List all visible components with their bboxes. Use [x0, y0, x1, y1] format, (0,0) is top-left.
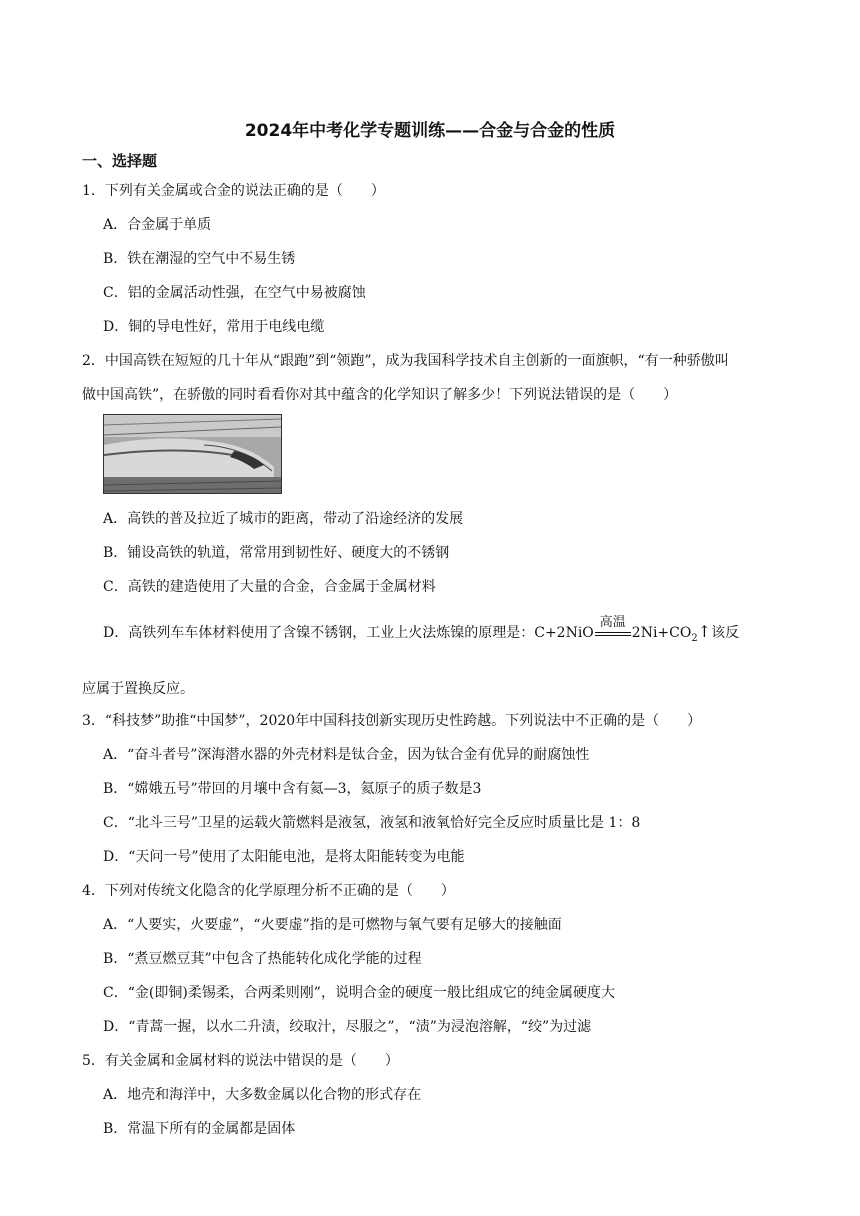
reaction-condition-label: 高温	[599, 615, 626, 631]
question-2-option-d-continued: 应属于置换反应。	[82, 681, 194, 697]
gas-arrow-icon: ↑	[697, 622, 712, 642]
question-1-option-d[interactable]: D．铜的导电性好，常用于电线电缆	[103, 319, 325, 335]
nickel-smelting-equation	[534, 615, 712, 644]
question-3-option-b[interactable]: B．“嫦娥五号”带回的月壤中含有氦—3，氦原子的质子数是3	[103, 781, 482, 797]
question-2-stem-line1: 2．中国高铁在短短的几十年从“跟跑”到“领跑”，成为我国科学技术自主创新的一面旗帜，“有一种骄傲叫	[82, 353, 729, 369]
equation-products: 2Ni+CO	[631, 625, 692, 642]
question-1-option-c[interactable]: C．铝的金属活动性强，在空气中易被腐蚀	[103, 285, 366, 301]
question-3-option-c[interactable]: C．“北斗三号”卫星的运载火箭燃料是液氢，液氢和液氧恰好完全反应时质量比是 1：8	[103, 815, 641, 831]
question-4-stem: 4．下列对传统文化隐含的化学原理分析不正确的是（ ）	[82, 883, 455, 899]
question-4-option-c[interactable]: C．“金(即铜)柔锡柔，合两柔则刚”，说明合金的硬度一般比组成它的纯金属硬度大	[103, 985, 615, 1001]
question-2-option-d[interactable]	[103, 615, 740, 644]
question-3-option-d[interactable]: D．“天问一号”使用了太阳能电池，是将太阳能转变为电能	[103, 849, 465, 865]
question-3-stem: 3．“科技梦”助推“中国梦”，2020年中国科技创新实现历史性跨越。下列说法中不正确的是（ ）	[82, 713, 702, 729]
page-title: 2024年中考化学专题训练——合金与合金的性质	[244, 121, 616, 141]
question-5-option-b[interactable]: B．常温下所有的金属都是固体	[103, 1121, 296, 1137]
question-4-option-a[interactable]: A．“人要实，火要虚”，“火要虚”指的是可燃物与氧气要有足够大的接触面	[103, 917, 562, 933]
question-2-option-d-text: D．高铁列车车体材料使用了含镍不锈钢，工业上火法炼镍的原理是：	[103, 625, 535, 641]
question-3-option-a[interactable]: A．“奋斗者号”深海潜水器的外壳材料是钛合金，因为钛合金有优异的耐腐蚀性	[103, 747, 590, 763]
equation-condition	[595, 615, 631, 643]
question-2-option-d-suffix: 该反	[711, 625, 740, 641]
equation-subscript: 2	[691, 632, 698, 644]
question-4-option-d[interactable]: D．“青蒿一握，以水二升渍，绞取汁，尽服之”，“渍”为浸泡溶解，“绞”为过滤	[103, 1019, 592, 1035]
question-1-option-a[interactable]: A．合金属于单质	[103, 217, 212, 233]
question-2-stem-line2: 做中国高铁”，在骄傲的同时看看你对其中蕴含的化学知识了解多少！下列说法错误的是（ ）	[82, 387, 678, 403]
question-5-option-a[interactable]: A．地壳和海洋中，大多数金属以化合物的形式存在	[103, 1087, 422, 1103]
high-speed-train-photo	[103, 414, 282, 494]
question-4-option-b[interactable]: B．“煮豆燃豆萁”中包含了热能转化成化学能的过程	[103, 951, 422, 967]
question-1-option-b[interactable]: B．铁在潮湿的空气中不易生锈	[103, 251, 296, 267]
question-2-option-c[interactable]: C．高铁的建造使用了大量的合金，合金属于金属材料	[103, 579, 436, 595]
question-2-option-a[interactable]: A．高铁的普及拉近了城市的距离，带动了沿途经济的发展	[103, 511, 464, 527]
question-5-stem: 5．有关金属和金属材料的说法中错误的是（ ）	[82, 1053, 399, 1069]
question-1-stem: 1．下列有关金属或合金的说法正确的是（ ）	[82, 183, 385, 199]
section-heading: 一、选择题	[82, 152, 158, 170]
equation-reactants: C+2NiO	[534, 625, 594, 642]
question-2-option-b[interactable]: B．铺设高铁的轨道，常常用到韧性好、硬度大的不锈钢	[103, 545, 450, 561]
